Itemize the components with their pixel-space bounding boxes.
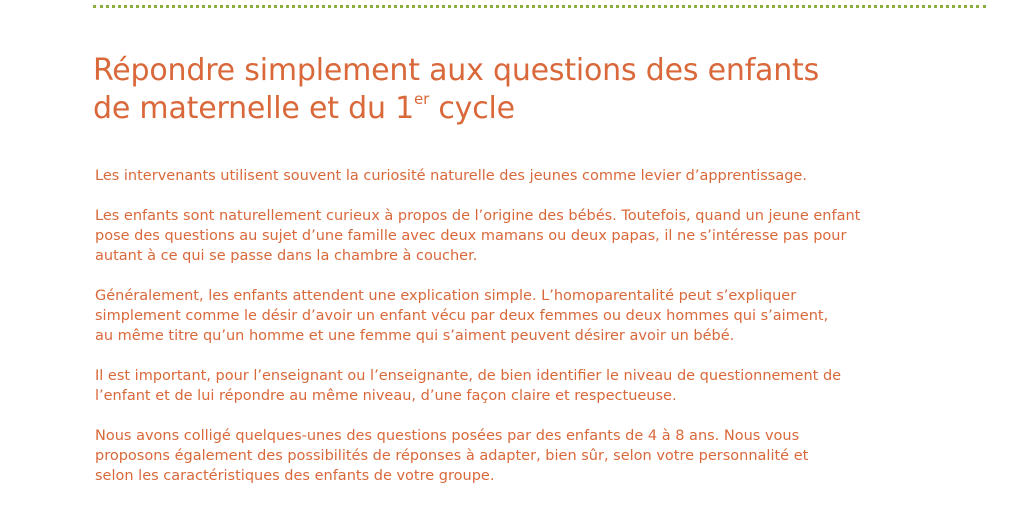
title-superscript: er <box>414 90 430 108</box>
body-text <box>95 166 995 506</box>
paragraph-4 <box>95 366 995 406</box>
dotted-divider <box>93 5 986 8</box>
paragraph-line: autant à ce qui se passe dans la chambre à coucher. <box>95 248 478 264</box>
paragraph-line: Les intervenants utilisent souvent la curiosité naturelle des jeunes comme levier d’apprentissage. <box>95 168 807 184</box>
paragraph-line: pose des questions au sujet d’une famille avec deux mamans ou deux papas, il ne s’intéresse pas pour <box>95 228 847 244</box>
paragraph-line: Nous avons colligé quelques-unes des questions posées par des enfants de 4 à 8 ans. Nous vous <box>95 428 800 444</box>
paragraph-line: selon les caractéristiques des enfants de votre groupe. <box>95 468 495 484</box>
paragraph-line: proposons également des possibilités de réponses à adapter, bien sûr, selon votre personnalité et <box>95 448 809 464</box>
paragraph-3 <box>95 286 995 346</box>
paragraph-2 <box>95 206 995 266</box>
paragraph-line: Généralement, les enfants attendent une explication simple. L’homoparentalité peut s’expliquer <box>95 288 797 304</box>
paragraph-5 <box>95 426 995 486</box>
paragraph-line: au même titre qu’un homme et une femme qui s’aiment peuvent désirer avoir un bébé. <box>95 328 735 344</box>
title-line-2-suffix: cycle <box>429 91 515 126</box>
paragraph-line: l’enfant et de lui répondre au même niveau, d’une façon claire et respectueuse. <box>95 388 677 404</box>
paragraph-1 <box>95 166 995 186</box>
paragraph-line: Il est important, pour l’enseignant ou l’enseignante, de bien identifier le niveau de questionnement de <box>95 368 842 384</box>
paragraph-line: Les enfants sont naturellement curieux à propos de l’origine des bébés. Toutefois, quand un jeune enfant <box>95 208 861 224</box>
title-line-2-prefix: de maternelle et du 1 <box>93 91 415 126</box>
page-title <box>93 52 993 128</box>
paragraph-line: simplement comme le désir d’avoir un enfant vécu par deux femmes ou deux hommes qui s’aiment, <box>95 308 829 324</box>
title-line-1: Répondre simplement aux questions des enfants <box>93 53 820 88</box>
